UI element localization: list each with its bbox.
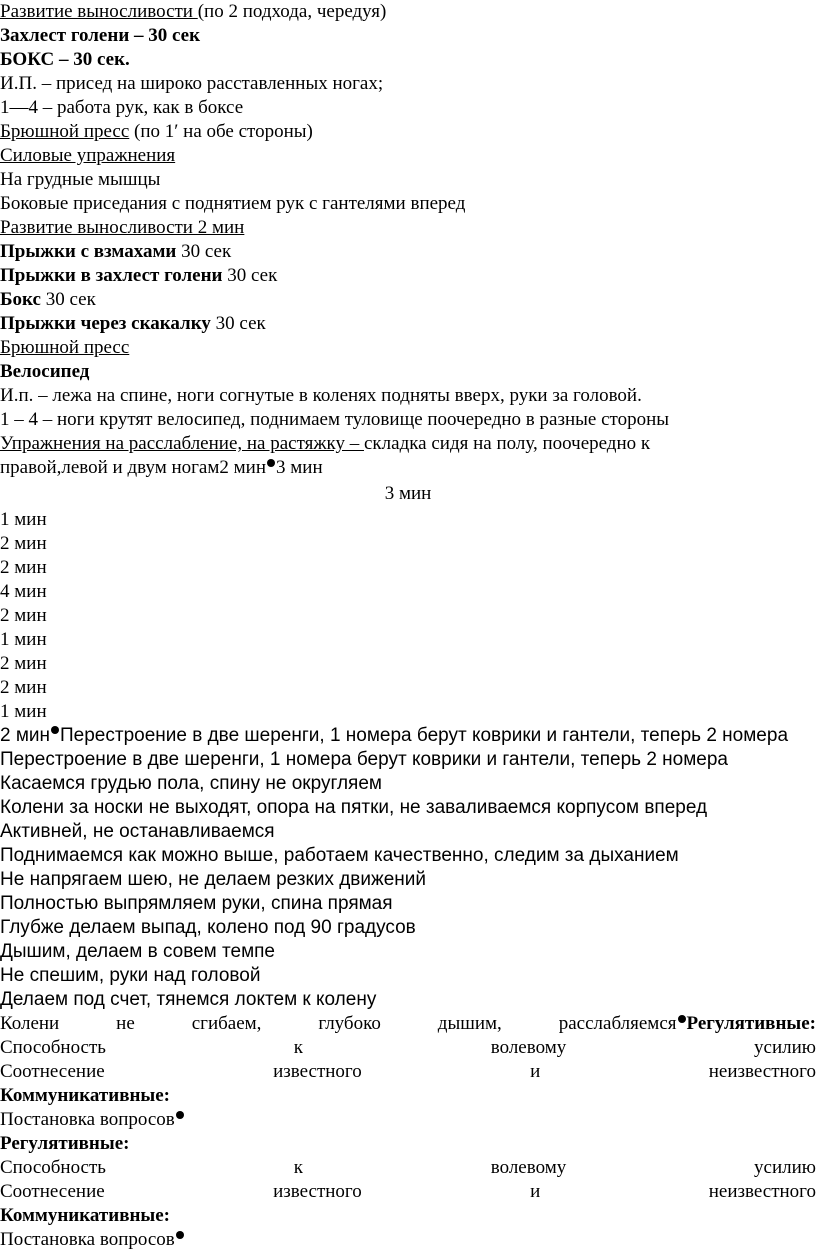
instruction-line: Перестроение в две шеренги, 1 номера берут коврики и гантели, теперь 2 номера [0,749,728,770]
instruction-line: Не спешим, руки над головой [0,965,261,986]
heading-endurance-2-text: Развитие выносливости 2 мин [0,217,245,238]
duration-line: 2 мин [0,605,47,626]
duration-line: 2 мин [0,677,47,698]
justified-line [0,1180,816,1204]
bullet-icon [51,726,59,734]
heading-endurance-2 [0,216,816,240]
instruction-line: Глубже делаем выпад, колено под 90 градусов [0,917,416,938]
word: известного [273,1061,362,1082]
heading-strength [0,144,816,168]
instruction-line: Не напрягаем шею, не делаем резких движений [0,869,427,890]
word: Способность [0,1037,106,1058]
text-line: И.П. – присед на широко расставленных ногах; [0,73,384,94]
section-label: Регулятивные: [0,1133,130,1154]
word: сгибаем, [191,1013,262,1034]
heading-abs-2-text: Брюшной пресс [0,337,130,358]
duration-line: 1 мин [0,629,47,650]
exercise-name: Прыжки в захлест голени [0,265,223,286]
word: Соотнесение [0,1061,105,1082]
exercise-name: Прыжки через скакалку [0,313,211,334]
exercise-duration: 30 сек [176,241,232,262]
word: к [293,1037,303,1058]
word: Способность [0,1157,106,1178]
text-line: На грудные мышцы [0,169,161,190]
exercise-line [0,264,816,288]
word: усилию [754,1037,816,1058]
text-line: Боковые приседания с поднятием рук с гантелями вперед [0,193,466,214]
text-line: И.п. – лежа на спине, ноги согнутые в коленях подняты вверх, руки за головой. [0,385,642,406]
exercise-line: Велосипед [0,361,90,382]
heading-endurance: Развитие выносливости [0,1,198,22]
word: неизвестного [708,1061,816,1082]
exercise-duration: 30 сек [222,265,278,286]
justified-line [0,1036,816,1060]
justified-line [0,1060,816,1084]
section-label: Регулятивные: [686,1013,816,1034]
text-line [0,1228,816,1252]
heading-abs-note: (по 1′ на обе стороны) [129,121,313,142]
exercise-duration: 30 сек [210,313,266,334]
instruction-text: Перестроение в две шеренги, 1 номера берут коврики и гантели, теперь 2 номера [60,725,789,746]
bullet-icon [176,1231,184,1239]
exercise-line [0,312,816,336]
instruction-line: Дышим, делаем в совем темпе [0,941,275,962]
bullet-icon [176,1111,184,1119]
duration-line: 2 мин [0,533,47,554]
exercise-line: БОКС – 30 сек. [0,49,130,70]
heading-abs-2 [0,336,816,360]
word-group [559,1012,816,1036]
duration-line: 4 мин [0,581,47,602]
word: неизвестного [708,1181,816,1202]
exercise-name: Прыжки с взмахами [0,241,177,262]
duration-line: 3 мин [384,483,432,504]
word: дышим, [437,1013,502,1034]
stretch-text: правой,левой и двум ногам2 мин [0,457,266,478]
instruction-line: Колени за носки не выходят, опора на пятки, не заваливаемся корпусом вперед [0,797,708,818]
text: Постановка вопросов [0,1109,175,1130]
section-label: Коммуникативные: [0,1205,170,1226]
duration-line: 2 мин [0,653,47,674]
word: усилию [754,1157,816,1178]
duration-text: 2 мин [0,725,51,746]
text: Постановка вопросов [0,1229,175,1250]
exercise-line [0,240,816,264]
instruction-line: Активней, не останавливаемся [0,821,275,842]
heading-endurance-note: (по 2 подхода, чередуя) [197,1,387,22]
instruction-line: Полностью выпрямляем руки, спина прямая [0,893,393,914]
word: не [116,1013,135,1034]
word: Колени [0,1013,60,1034]
duration-line: 1 мин [0,509,47,530]
heading-strength-text: Силовые упражнения [0,145,176,166]
word: Соотнесение [0,1181,105,1202]
bullet-icon [267,459,275,467]
word: и [530,1181,541,1202]
section-label: Коммуникативные: [0,1085,170,1106]
exercise-name: Бокс [0,289,41,310]
text-line [0,1108,816,1132]
exercise-duration: 30 сек [40,289,96,310]
stretch-line [0,432,816,456]
text-line: 1—4 – работа рук, как в боксе [0,97,244,118]
instruction-line: Делаем под счет, тянемся локтем к колену [0,989,377,1010]
stretch-text: складка сидя на полу, поочередно к [363,433,651,454]
instruction-line: Касаемся грудью пола, спину не округляем [0,773,382,794]
heading-abs: Брюшной пресс [0,121,130,142]
duration-text: 3 мин [276,457,323,478]
heading-endurance-line [0,0,816,24]
stretch-line-2 [0,456,816,480]
word: и [530,1061,541,1082]
heading-abs-line [0,120,816,144]
instruction-line [0,724,816,748]
word: известного [273,1181,362,1202]
bullet-icon [678,1015,686,1023]
exercise-line: Захлест голени – 30 сек [0,25,201,46]
word: волевому [490,1037,567,1058]
duration-line: 2 мин [0,557,47,578]
word: глубоко [318,1013,381,1034]
instruction-line: Поднимаемся как можно выше, работаем качественно, следим за дыханием [0,845,679,866]
duration-line: 1 мин [0,701,47,722]
justified-line [0,1156,816,1180]
word: расслабляемся [558,1013,677,1034]
instruction-justified-line [0,1012,816,1036]
word: волевому [490,1157,567,1178]
stretch-heading: Упражнения на расслабление, на растяжку – [0,433,364,454]
exercise-line [0,288,816,312]
word: к [293,1157,303,1178]
text-line: 1 – 4 – ноги крутят велосипед, поднимаем туловище поочередно в разные стороны [0,409,670,430]
